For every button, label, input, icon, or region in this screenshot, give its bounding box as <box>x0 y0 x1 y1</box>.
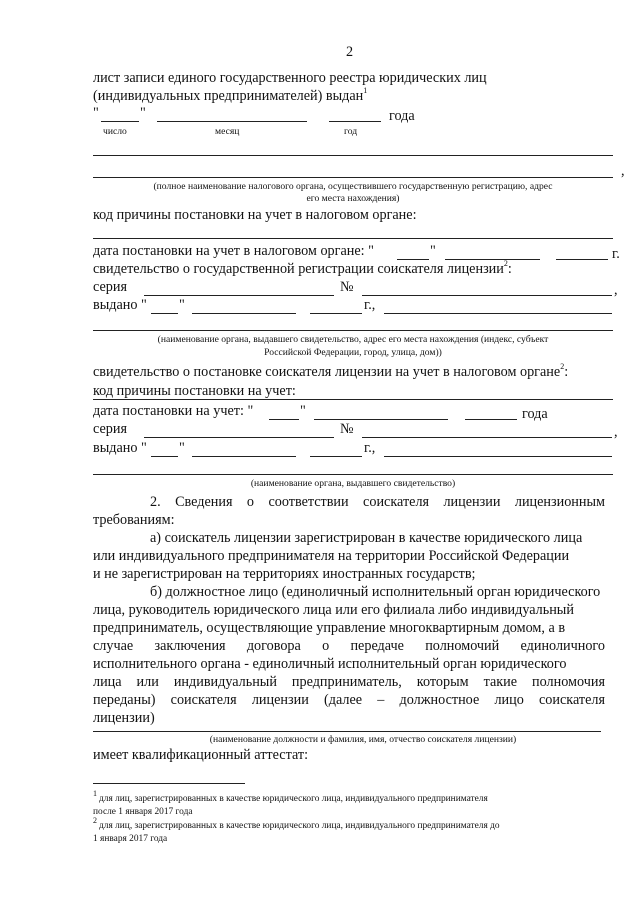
header-line-1: лист записи единого государственного реестра юридических лиц <box>93 70 487 86</box>
state-cert-issued-label: выдано " <box>93 297 147 313</box>
date-day-field[interactable] <box>101 121 139 122</box>
tax-kpp-label: код причины постановки на учет в налоговом органе: <box>93 207 417 223</box>
state-cert-number-sign: № <box>340 279 354 295</box>
state-cert-number-field[interactable] <box>362 295 612 296</box>
tax-cert-kpp-label: код причины постановки на учет: <box>93 383 296 399</box>
state-cert-issued-quote-close: " <box>179 297 185 313</box>
footnote-1-line-1: для лиц, зарегистрированных в качестве юридического лица, индивидуального предпринимателя <box>99 794 488 804</box>
state-cert-issuer-field-2[interactable] <box>93 330 613 331</box>
section2-a-line-3: и не зарегистрирован на территориях иностранных государств; <box>93 566 476 582</box>
tax-cert-reg-date-year-word: года <box>522 406 548 422</box>
date-label-month: месяц <box>215 126 240 137</box>
footnote-2-line-1: для лиц, зарегистрированных в качестве юридического лица, индивидуального предпринимателя до <box>99 821 500 831</box>
tax-cert-title: свидетельство о постановке соискателя лицензии на учет в налоговом органе$^2$: <box>93 362 569 380</box>
section2-title-line-1: 2. Сведения о соответствии соискателя лицензии лицензионным <box>150 494 605 510</box>
attestat-label: имеет квалификационный аттестат: <box>93 747 309 763</box>
tax-kpp-field[interactable] <box>93 238 613 239</box>
state-cert-issued-year-field[interactable] <box>310 313 362 314</box>
section2-b-line-1: б) должностное лицо (единоличный исполнительный орган юридического <box>150 584 601 600</box>
tax-reg-date-month-field[interactable] <box>445 259 540 260</box>
tax-cert-issued-month-field[interactable] <box>192 456 296 457</box>
tax-cert-comma: , <box>614 424 618 440</box>
tax-cert-series-label: серия <box>93 421 127 437</box>
tax-cert-reg-date-year-field[interactable] <box>465 419 517 420</box>
tax-cert-issuer-field-1[interactable] <box>384 456 612 457</box>
date-year-field[interactable] <box>329 121 381 122</box>
tax-authority-caption-1: (полное наименование налогового органа, осуществившего государственную регистрацию, адрес <box>153 181 553 192</box>
tax-cert-issued-day-field[interactable] <box>151 456 178 457</box>
tax-cert-caption: (наименование органа, выдавшего свидетельство) <box>250 478 456 489</box>
tax-authority-comma: , <box>621 163 625 179</box>
section2-b-line-5: исполнительного органа - единоличный исполнительный орган юридического <box>93 656 567 672</box>
tax-authority-line-2[interactable] <box>93 177 613 178</box>
footnote-ref-2b: 2 <box>560 362 565 372</box>
tax-cert-reg-date-label: дата постановки на учет: " <box>93 403 254 419</box>
section2-a-line-1: а) соискатель лицензии зарегистрирован в качестве юридического лица <box>150 530 583 546</box>
state-cert-issued-day-field[interactable] <box>151 313 178 314</box>
section2-b-line-3: предприниматель, осуществляющие управление многоквартирным домом, а в <box>93 620 566 636</box>
tax-cert-reg-date-quote-close: " <box>300 403 306 419</box>
tax-cert-issued-label: выдано " <box>93 440 147 456</box>
section2-title-line-2: требованиям: <box>93 512 175 528</box>
state-cert-issuer-field-1[interactable] <box>384 313 612 314</box>
tax-cert-number-field[interactable] <box>362 437 612 438</box>
official-name-field[interactable] <box>93 731 601 732</box>
date-month-field[interactable] <box>157 121 307 122</box>
state-cert-comma: , <box>614 282 618 298</box>
tax-cert-series-field[interactable] <box>144 437 334 438</box>
tax-authority-line-1[interactable] <box>93 155 613 156</box>
date-quote-close: " <box>140 105 146 121</box>
state-cert-issued-year-short: г., <box>364 297 376 313</box>
tax-reg-date-day-field[interactable] <box>397 259 429 260</box>
state-cert-title: свидетельство о государственной регистрации соискателя лицензии$^2$: <box>93 259 512 277</box>
date-year-word: года <box>389 108 415 124</box>
footnote-1-mark: 1 <box>93 789 97 798</box>
tax-reg-date-label: дата постановки на учет в налоговом органе: " <box>93 243 374 259</box>
tax-cert-issuer-field-2[interactable] <box>93 474 613 475</box>
section2-a-line-2: или индивидуального предпринимателя на территории Российской Федерации <box>93 548 570 564</box>
tax-cert-kpp-field[interactable] <box>93 399 613 400</box>
date-label-year: год <box>344 126 358 137</box>
state-cert-caption-2: Российской Федерации, город, улица, дом)) <box>264 347 442 358</box>
page-number: 2 <box>346 44 354 60</box>
footnote-separator <box>93 783 245 784</box>
official-name-caption: (наименование должности и фамилия, имя, отчество соискателя лицензии) <box>209 734 517 745</box>
tax-reg-date-year-field[interactable] <box>556 259 608 260</box>
footnote-2-line-2: 1 января 2017 года <box>93 834 168 844</box>
state-cert-series-label: серия <box>93 279 127 295</box>
footnote-2-mark: 2 <box>93 816 97 825</box>
tax-cert-issued-year-field[interactable] <box>310 456 362 457</box>
section2-b-line-4: случае заключения договора о передаче полномочий единоличного <box>93 638 605 654</box>
section2-b-line-6: лица или индивидуальный предприниматель, которым такие полномочия <box>93 674 605 690</box>
tax-authority-caption-2: его места нахождения) <box>306 193 400 204</box>
tax-cert-reg-date-day-field[interactable] <box>269 419 299 420</box>
tax-cert-number-sign: № <box>340 421 354 437</box>
tax-reg-date-suffix: г. <box>612 246 620 262</box>
state-cert-caption-1: (наименование органа, выдавшего свидетельство, адрес его места нахождения (индекс, субъект <box>157 334 549 345</box>
tax-cert-reg-date-month-field[interactable] <box>314 419 448 420</box>
section2-b-line-2: лица, руководитель юридического лица или его филиала либо индивидуальный <box>93 602 574 618</box>
footnote-ref-2: 2 <box>503 259 508 269</box>
footnote-1-line-2: после 1 января 2017 года <box>93 807 193 817</box>
tax-reg-date-quote-close: " <box>430 243 436 259</box>
date-quote-open: " <box>93 105 99 121</box>
header-line-2: (индивидуальных предпринимателей) выдан$^1$ <box>93 86 368 104</box>
state-cert-issued-month-field[interactable] <box>192 313 296 314</box>
date-label-day: число <box>103 126 127 137</box>
footnote-ref-1: 1 <box>363 86 368 96</box>
tax-cert-issued-quote-close: " <box>179 440 185 456</box>
section2-b-line-8: лицензии) <box>93 710 155 726</box>
state-cert-series-field[interactable] <box>144 295 334 296</box>
tax-cert-issued-year-short: г., <box>364 440 376 456</box>
section2-b-line-7: переданы) соискателя лицензии (далее – должностное лицо соискателя <box>93 692 605 708</box>
